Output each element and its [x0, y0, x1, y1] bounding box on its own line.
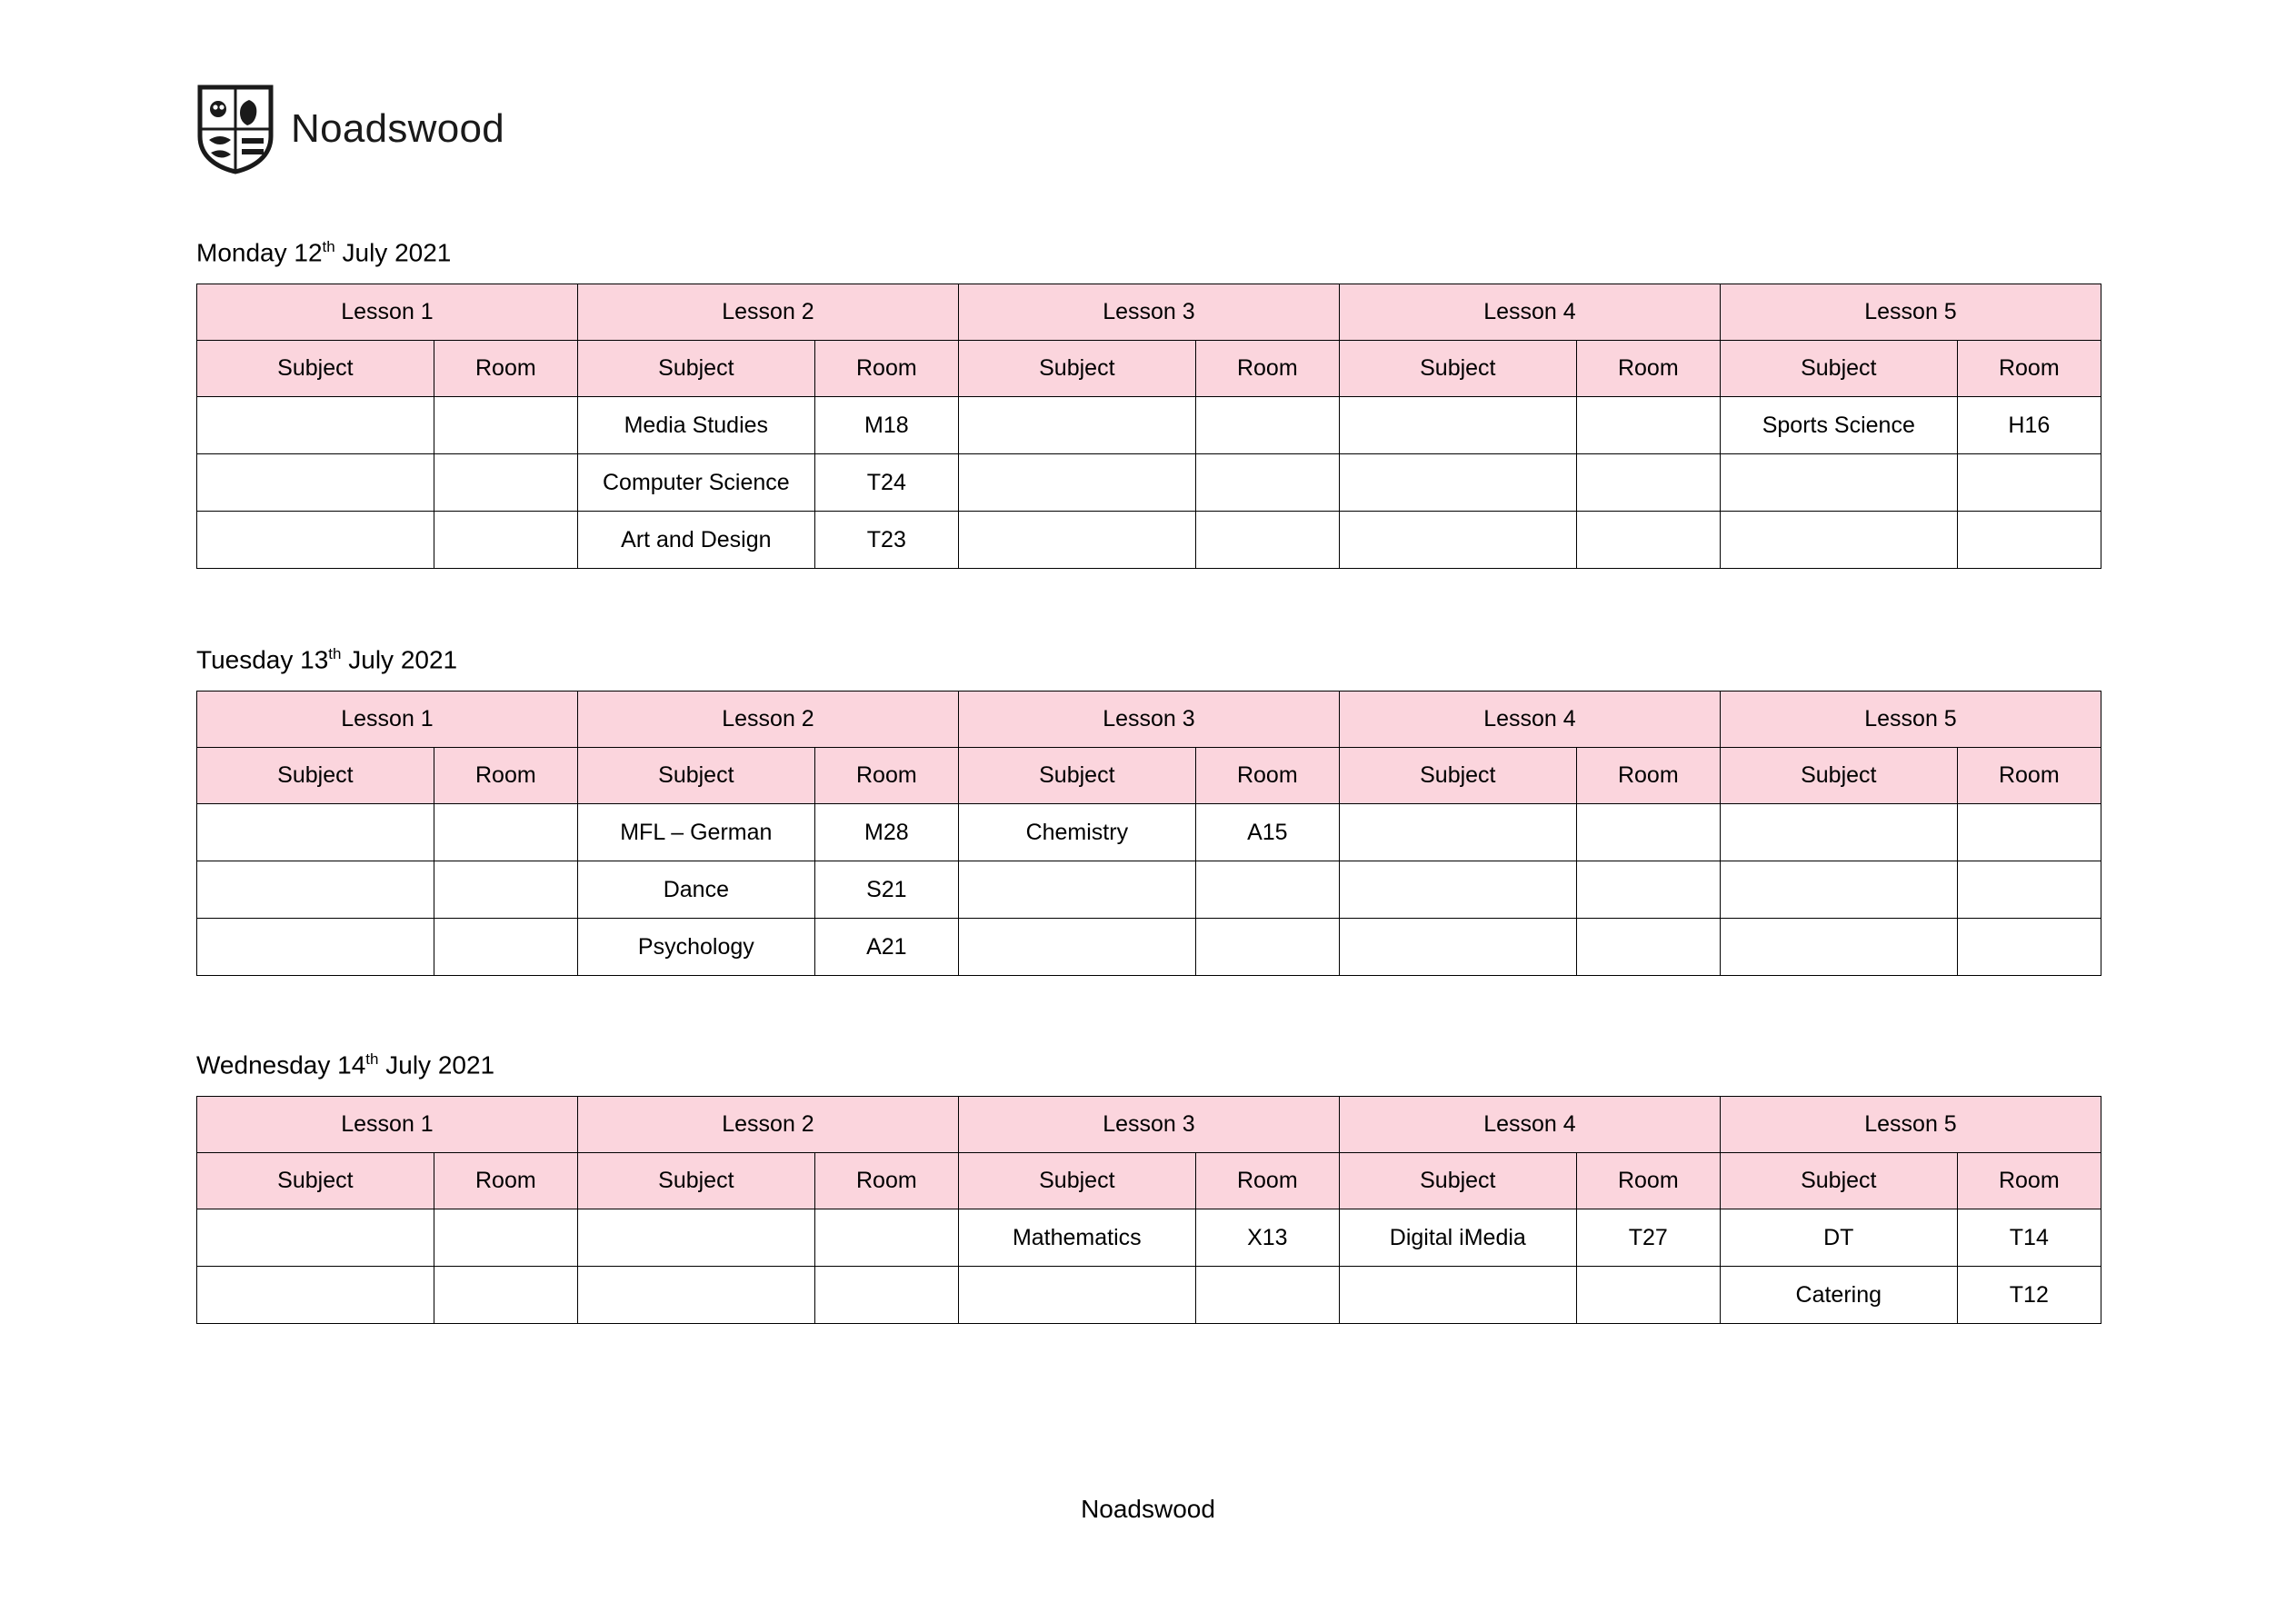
cell-subject-1 — [197, 512, 434, 569]
lesson-header-1: Lesson 1 — [197, 692, 578, 748]
room-header-2: Room — [814, 748, 958, 804]
cell-subject-4 — [1339, 397, 1576, 454]
footer-text: Noadswood — [1081, 1495, 1215, 1523]
cell-room-4 — [1576, 919, 1720, 976]
cell-subject-1 — [197, 919, 434, 976]
document-header — [196, 84, 504, 174]
subject-header-3: Subject — [958, 341, 1195, 397]
cell-room-3: A15 — [1195, 804, 1339, 861]
room-header-5: Room — [1957, 1153, 2101, 1209]
cell-room-1 — [434, 919, 577, 976]
school-crest-icon — [196, 84, 275, 174]
lesson-header-2: Lesson 2 — [577, 1097, 958, 1153]
room-header-4: Room — [1576, 1153, 1720, 1209]
subject-header-2: Subject — [577, 748, 814, 804]
cell-room-5 — [1957, 512, 2101, 569]
day-section-wednesday — [196, 1050, 2101, 1324]
cell-room-3: X13 — [1195, 1209, 1339, 1267]
day-title-wednesday — [196, 1050, 2101, 1080]
subject-header-4: Subject — [1339, 1153, 1576, 1209]
cell-subject-5 — [1720, 454, 1957, 512]
cell-room-2: T23 — [814, 512, 958, 569]
lesson-header-row — [197, 284, 2101, 341]
cell-room-3 — [1195, 454, 1339, 512]
subject-header-1: Subject — [197, 341, 434, 397]
cell-subject-1 — [197, 454, 434, 512]
cell-subject-1 — [197, 1209, 434, 1267]
subject-header-1: Subject — [197, 748, 434, 804]
cell-subject-5: Sports Science — [1720, 397, 1957, 454]
cell-subject-3: Chemistry — [958, 804, 1195, 861]
cell-room-1 — [434, 512, 577, 569]
cell-subject-5 — [1720, 804, 1957, 861]
cell-subject-1 — [197, 861, 434, 919]
cell-room-2 — [814, 1267, 958, 1324]
table-row — [197, 1267, 2101, 1324]
cell-room-4 — [1576, 861, 1720, 919]
subject-room-header-row — [197, 341, 2101, 397]
cell-subject-5 — [1720, 512, 1957, 569]
cell-room-2: M28 — [814, 804, 958, 861]
room-header-4: Room — [1576, 341, 1720, 397]
day-title-wednesday-ordinal: th — [365, 1050, 379, 1068]
lesson-header-2: Lesson 2 — [577, 284, 958, 341]
room-header-1: Room — [434, 341, 577, 397]
day-section-monday — [196, 238, 2101, 569]
cell-room-5 — [1957, 919, 2101, 976]
timetable-wednesday — [196, 1096, 2101, 1324]
cell-room-4 — [1576, 454, 1720, 512]
cell-subject-2 — [577, 1209, 814, 1267]
lesson-header-3: Lesson 3 — [958, 284, 1339, 341]
cell-room-2: S21 — [814, 861, 958, 919]
cell-room-1 — [434, 861, 577, 919]
cell-room-3 — [1195, 861, 1339, 919]
subject-header-3: Subject — [958, 1153, 1195, 1209]
cell-room-1 — [434, 804, 577, 861]
lesson-header-3: Lesson 3 — [958, 1097, 1339, 1153]
cell-subject-1 — [197, 397, 434, 454]
cell-room-2: M18 — [814, 397, 958, 454]
table-row — [197, 919, 2101, 976]
lesson-header-row — [197, 692, 2101, 748]
lesson-header-4: Lesson 4 — [1339, 692, 1720, 748]
cell-room-2: T24 — [814, 454, 958, 512]
cell-subject-3 — [958, 397, 1195, 454]
cell-room-5 — [1957, 454, 2101, 512]
lesson-header-5: Lesson 5 — [1720, 692, 2101, 748]
cell-subject-2: Dance — [577, 861, 814, 919]
day-title-wednesday-text: Wednesday 14 — [196, 1050, 366, 1080]
cell-subject-2: MFL – German — [577, 804, 814, 861]
cell-room-3 — [1195, 919, 1339, 976]
cell-subject-2: Art and Design — [577, 512, 814, 569]
cell-room-5: T14 — [1957, 1209, 2101, 1267]
lesson-header-row — [197, 1097, 2101, 1153]
cell-room-5 — [1957, 804, 2101, 861]
subject-header-5: Subject — [1720, 341, 1957, 397]
subject-header-4: Subject — [1339, 748, 1576, 804]
lesson-header-4: Lesson 4 — [1339, 1097, 1720, 1153]
cell-subject-3 — [958, 454, 1195, 512]
table-row — [197, 454, 2101, 512]
table-row — [197, 1209, 2101, 1267]
cell-room-4 — [1576, 804, 1720, 861]
cell-subject-5 — [1720, 919, 1957, 976]
cell-subject-2: Computer Science — [577, 454, 814, 512]
subject-header-3: Subject — [958, 748, 1195, 804]
cell-subject-5 — [1720, 861, 1957, 919]
lesson-header-1: Lesson 1 — [197, 1097, 578, 1153]
cell-subject-4 — [1339, 804, 1576, 861]
day-title-tuesday — [196, 645, 2101, 674]
subject-room-header-row — [197, 748, 2101, 804]
cell-subject-3 — [958, 512, 1195, 569]
cell-subject-1 — [197, 804, 434, 861]
cell-subject-2: Psychology — [577, 919, 814, 976]
cell-room-4 — [1576, 397, 1720, 454]
room-header-2: Room — [814, 341, 958, 397]
cell-subject-4: Digital iMedia — [1339, 1209, 1576, 1267]
day-title-tuesday-ordinal: th — [328, 645, 342, 662]
cell-subject-4 — [1339, 919, 1576, 976]
cell-room-1 — [434, 397, 577, 454]
day-title-monday-text: Monday 12 — [196, 238, 323, 267]
room-header-5: Room — [1957, 748, 2101, 804]
room-header-1: Room — [434, 1153, 577, 1209]
table-row — [197, 512, 2101, 569]
room-header-3: Room — [1195, 1153, 1339, 1209]
cell-room-5: T12 — [1957, 1267, 2101, 1324]
cell-room-4 — [1576, 1267, 1720, 1324]
cell-room-5: H16 — [1957, 397, 2101, 454]
cell-room-2: A21 — [814, 919, 958, 976]
lesson-header-5: Lesson 5 — [1720, 284, 2101, 341]
cell-room-1 — [434, 454, 577, 512]
cell-room-3 — [1195, 397, 1339, 454]
lesson-header-3: Lesson 3 — [958, 692, 1339, 748]
page-footer — [0, 1495, 2296, 1524]
cell-subject-1 — [197, 1267, 434, 1324]
lesson-header-1: Lesson 1 — [197, 284, 578, 341]
day-title-wednesday-year: July 2021 — [378, 1050, 495, 1080]
cell-room-1 — [434, 1209, 577, 1267]
cell-subject-3 — [958, 1267, 1195, 1324]
cell-room-2 — [814, 1209, 958, 1267]
table-row — [197, 861, 2101, 919]
cell-subject-4 — [1339, 1267, 1576, 1324]
cell-room-4: T27 — [1576, 1209, 1720, 1267]
subject-header-2: Subject — [577, 1153, 814, 1209]
subject-header-5: Subject — [1720, 1153, 1957, 1209]
cell-room-3 — [1195, 1267, 1339, 1324]
cell-subject-2: Media Studies — [577, 397, 814, 454]
cell-subject-2 — [577, 1267, 814, 1324]
timetable-monday — [196, 284, 2101, 569]
day-title-tuesday-text: Tuesday 13 — [196, 645, 329, 674]
day-title-monday-year: July 2021 — [334, 238, 452, 267]
subject-header-5: Subject — [1720, 748, 1957, 804]
day-section-tuesday — [196, 645, 2101, 976]
cell-subject-4 — [1339, 454, 1576, 512]
room-header-4: Room — [1576, 748, 1720, 804]
cell-room-3 — [1195, 512, 1339, 569]
school-name: Noadswood — [291, 106, 505, 151]
subject-header-1: Subject — [197, 1153, 434, 1209]
cell-subject-4 — [1339, 512, 1576, 569]
lesson-header-5: Lesson 5 — [1720, 1097, 2101, 1153]
room-header-3: Room — [1195, 748, 1339, 804]
lesson-header-2: Lesson 2 — [577, 692, 958, 748]
cell-room-5 — [1957, 861, 2101, 919]
room-header-5: Room — [1957, 341, 2101, 397]
cell-subject-5: DT — [1720, 1209, 1957, 1267]
room-header-2: Room — [814, 1153, 958, 1209]
cell-subject-4 — [1339, 861, 1576, 919]
day-title-monday — [196, 238, 2101, 267]
cell-subject-3 — [958, 861, 1195, 919]
timetable-tuesday — [196, 691, 2101, 976]
lesson-header-4: Lesson 4 — [1339, 284, 1720, 341]
cell-room-1 — [434, 1267, 577, 1324]
cell-subject-3 — [958, 919, 1195, 976]
room-header-1: Room — [434, 748, 577, 804]
room-header-3: Room — [1195, 341, 1339, 397]
table-row — [197, 397, 2101, 454]
table-row — [197, 804, 2101, 861]
subject-header-4: Subject — [1339, 341, 1576, 397]
cell-room-4 — [1576, 512, 1720, 569]
cell-subject-5: Catering — [1720, 1267, 1957, 1324]
subject-room-header-row — [197, 1153, 2101, 1209]
subject-header-2: Subject — [577, 341, 814, 397]
day-title-monday-ordinal: th — [322, 238, 335, 255]
day-title-tuesday-year: July 2021 — [341, 645, 458, 674]
cell-subject-3: Mathematics — [958, 1209, 1195, 1267]
